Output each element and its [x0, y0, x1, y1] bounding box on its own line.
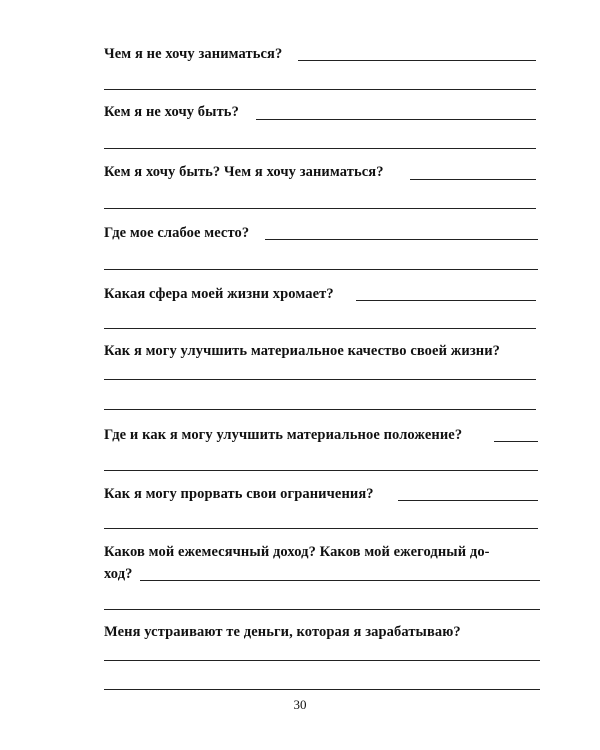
question-5: Какая сфера моей жизни хромает?: [104, 286, 334, 302]
answer-line-6b[interactable]: [104, 409, 536, 410]
question-10: Меня устраивают те деньги, которая я зарабатываю?: [104, 624, 461, 640]
answer-line-8a[interactable]: [398, 500, 538, 501]
answer-line-7a[interactable]: [494, 441, 538, 442]
answer-line-1b[interactable]: [104, 89, 536, 90]
question-3: Кем я хочу быть? Чем я хочу заниматься?: [104, 164, 384, 180]
question-4: Где мое слабое место?: [104, 225, 250, 241]
answer-line-5b[interactable]: [104, 328, 536, 329]
answer-line-3b[interactable]: [104, 208, 536, 209]
answer-line-9b[interactable]: [104, 609, 540, 610]
answer-line-9a[interactable]: [140, 580, 540, 581]
answer-line-10a[interactable]: [104, 660, 540, 661]
answer-line-5a[interactable]: [356, 300, 536, 301]
answer-line-1a[interactable]: [298, 60, 536, 61]
answer-line-8b[interactable]: [104, 528, 538, 529]
answer-line-10b[interactable]: [104, 689, 540, 690]
answer-line-7b[interactable]: [104, 470, 538, 471]
answer-line-6a[interactable]: [104, 379, 536, 380]
question-9-continuation: ход?: [104, 566, 133, 582]
answer-line-4b[interactable]: [104, 269, 538, 270]
answer-line-2a[interactable]: [256, 119, 536, 120]
question-2: Кем я не хочу быть?: [104, 104, 239, 120]
question-7: Где и как я могу улучшить материальное положение?: [104, 427, 463, 443]
question-8: Как я могу прорвать свои ограничения?: [104, 486, 374, 502]
question-6: Как я могу улучшить материальное качество своей жизни?: [104, 343, 501, 359]
question-1: Чем я не хочу заниматься?: [104, 46, 283, 62]
answer-line-2b[interactable]: [104, 148, 536, 149]
page-number: 30: [293, 697, 307, 712]
answer-line-4a[interactable]: [265, 239, 538, 240]
question-9: Каков мой ежемесячный доход? Каков мой ежегодный до-: [104, 544, 490, 560]
answer-line-3a[interactable]: [410, 179, 536, 180]
